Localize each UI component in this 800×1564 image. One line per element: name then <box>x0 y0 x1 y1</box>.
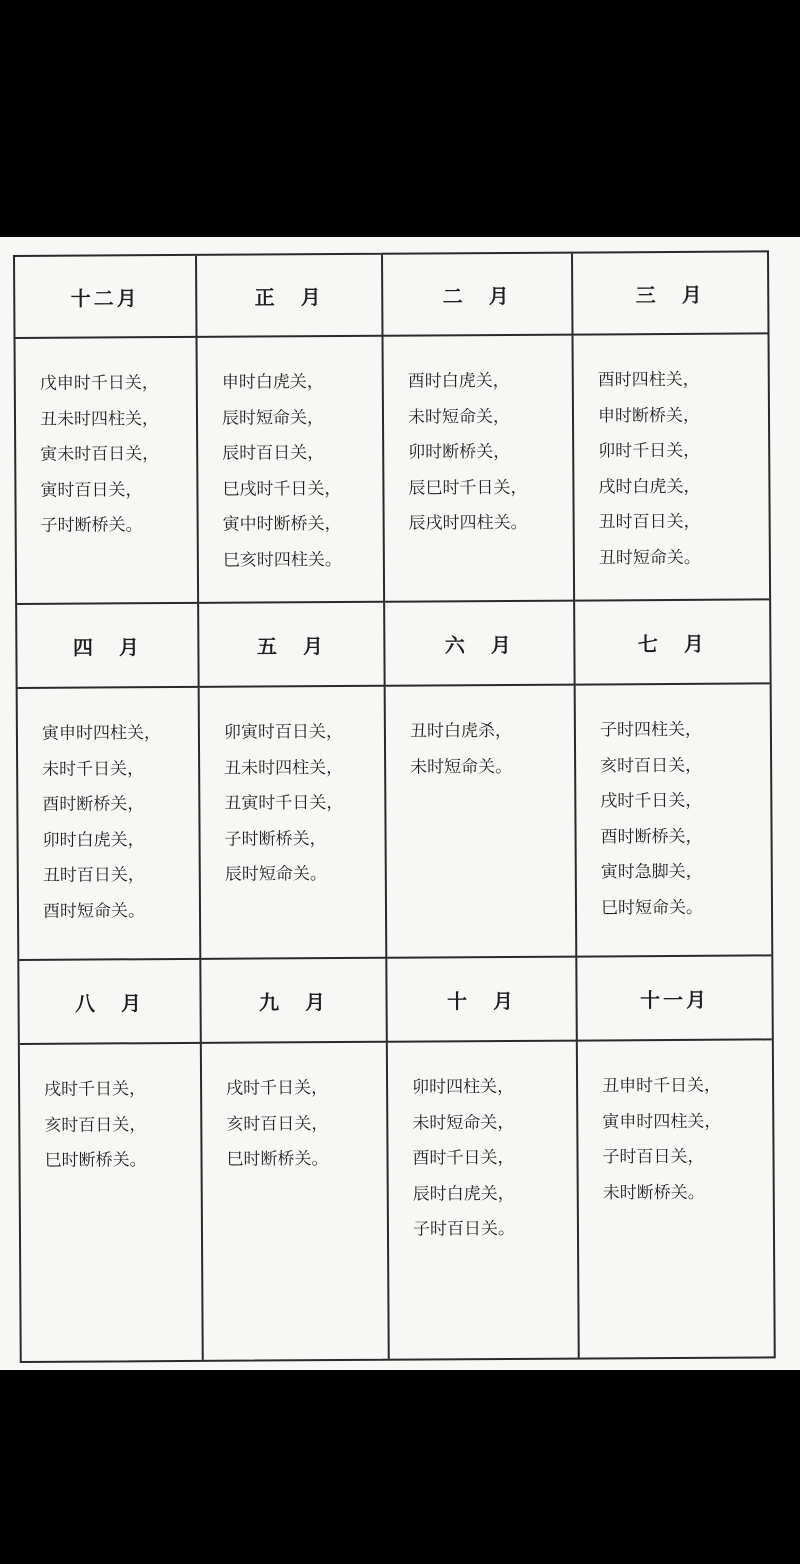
entry-line: 辰时百日关， <box>222 443 325 464</box>
entry-line: 戊申时千日关， <box>39 373 159 394</box>
entry-line: 卯时千日关， <box>598 440 701 462</box>
month-header: 八 月 <box>19 960 202 1045</box>
month-entries <box>198 337 386 604</box>
month-entries <box>574 334 770 601</box>
month-header: 七 月 <box>575 600 770 685</box>
scanned-page <box>0 237 800 1370</box>
entry-line: 酉时四柱关， <box>597 369 700 391</box>
entry-line: 卯寅时百日关， <box>223 721 343 743</box>
entry-line: 巳时短命关。 <box>600 897 704 918</box>
month-entries <box>388 1042 580 1359</box>
entry-line: 辰时白虎关， <box>412 1183 515 1205</box>
entry-line: 寅中时断桥关， <box>222 513 342 535</box>
month-entries <box>576 684 772 957</box>
entry-line: 戌时白虎关， <box>598 476 701 497</box>
entry-line: 寅时急脚关， <box>600 861 703 883</box>
entry-line: 未时短命关， <box>412 1112 515 1134</box>
entry-line: 卯时四柱关， <box>412 1076 515 1098</box>
entry-line: 丑未时四柱关， <box>224 757 344 779</box>
month-header: 四 月 <box>17 604 200 689</box>
entry-line: 未时短命关， <box>407 406 511 428</box>
entry-line: 申时白虎关， <box>221 372 324 393</box>
entry-line: 子时百日关。 <box>412 1218 516 1240</box>
entry-line: 寅申时四柱关， <box>602 1111 722 1132</box>
entry-line: 辰戌时四柱关。 <box>408 512 528 534</box>
entry-line: 未时断桥关。 <box>602 1182 705 1203</box>
month-entries <box>384 336 576 603</box>
entry-line: 丑时白虎杀， <box>409 720 512 742</box>
entry-line: 巳亥时四柱关。 <box>222 549 342 571</box>
entry-line: 亥时百日关， <box>600 755 703 776</box>
month-header: 三 月 <box>573 252 767 335</box>
month-entries <box>386 686 578 959</box>
entry-line: 辰时短命关， <box>221 407 325 429</box>
entry-line: 亥时百日关， <box>44 1114 147 1136</box>
entry-line: 辰巳时千日关， <box>408 477 528 499</box>
month-entries <box>16 338 200 605</box>
entry-line: 丑寅时千日关， <box>224 792 344 814</box>
entry-line: 未时短命关。 <box>410 756 513 778</box>
entry-line: 未时千日关， <box>42 758 145 780</box>
entry-line: 丑时短命关。 <box>598 547 701 568</box>
entry-line: 巳时断桥关。 <box>44 1150 147 1171</box>
entry-line: 酉时断桥关， <box>600 826 703 847</box>
entry-line: 丑时百日关， <box>598 511 701 533</box>
month-header: 正 月 <box>197 255 383 338</box>
entry-line: 戌时千日关， <box>44 1079 147 1100</box>
month-header: 六 月 <box>385 602 576 687</box>
month-entries <box>200 687 388 960</box>
month-entries <box>20 1044 204 1361</box>
entry-line: 酉时白虎关， <box>407 370 510 392</box>
entry-line: 子时断桥关。 <box>40 515 143 536</box>
month-entries <box>578 1040 774 1357</box>
entry-line: 亥时百日关， <box>226 1113 329 1135</box>
month-entries <box>202 1043 390 1360</box>
entry-line: 辰时短命关。 <box>224 864 327 885</box>
entry-line: 酉时短命关。 <box>42 900 146 922</box>
entry-line: 戌时千日关， <box>600 790 703 812</box>
entry-line: 戌时千日关， <box>226 1078 329 1099</box>
entry-line: 子时百日关， <box>602 1146 705 1168</box>
entry-line: 巳戌时千日关， <box>222 478 342 500</box>
entry-line: 寅申时四柱关， <box>41 723 161 744</box>
month-header: 二 月 <box>383 254 573 337</box>
entry-line: 丑申时千日关， <box>602 1075 722 1097</box>
entry-line: 子时断桥关， <box>224 828 327 850</box>
entry-line: 酉时断桥关， <box>42 794 145 815</box>
entry-line: 丑未时四柱关， <box>39 408 160 430</box>
entry-line: 子时四柱关， <box>599 719 702 741</box>
entry-line: 巳时断桥关。 <box>226 1149 329 1170</box>
month-header: 十二月 <box>15 256 197 339</box>
month-entries <box>18 688 202 961</box>
month-header: 十 月 <box>387 958 578 1043</box>
month-header: 十一月 <box>577 956 772 1041</box>
entry-line: 申时断桥关， <box>597 405 701 426</box>
entry-line: 酉时千日关， <box>412 1147 515 1169</box>
entry-line: 卯时白虎关， <box>42 829 145 851</box>
entry-line: 卯时断桥关， <box>408 441 511 463</box>
month-header: 五 月 <box>199 603 386 688</box>
entry-line: 寅时百日关， <box>40 479 143 501</box>
entry-line: 寅未时百日关， <box>40 444 160 465</box>
month-header: 九 月 <box>201 959 388 1044</box>
month-table <box>13 250 776 1363</box>
entry-line: 丑时百日关， <box>42 865 145 886</box>
